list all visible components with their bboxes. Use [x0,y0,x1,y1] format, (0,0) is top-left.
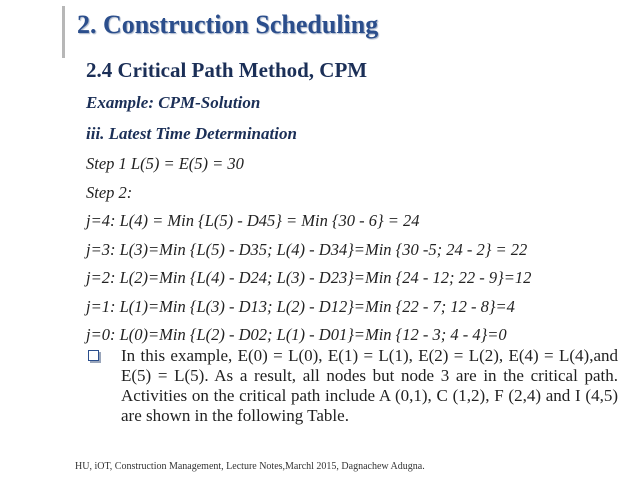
footer-citation: HU, iOT, Construction Management, Lecture Notes,Marchl 2015, Dagnachew Adugna. [75,461,425,472]
equation-line: j=3: L(3)=Min {L(5) - D35; L(4) - D34}=Min {30 -5; 24 - 2} = 22 [86,240,528,259]
paragraph-text: In this example, E(0) = L(0), E(1) = L(1), E(2) = L(2), E(4) = L(4),and E(5) = L(5). As a result, all nodes but node 3 are in the critical path. Activities on the critical path include A (0,1), C (1,2), F (2,4) and I (4,5) are shown in the following Table. [121,346,618,425]
summary-paragraph [86,346,618,426]
slide-title: 2. Construction Scheduling [77,10,379,39]
equation-line: j=4: L(4) = Min {L(5) - D45} = Min {30 - 6} = 24 [86,211,420,230]
equation-line: j=0: L(0)=Min {L(2) - D02; L(1) - D01}=Min {12 - 3; 4 - 4}=0 [86,325,507,344]
section-heading: iii. Latest Time Determination [86,124,297,143]
title-accent-bar [62,6,65,58]
equation-line: j=1: L(1)=Min {L(3) - D13; L(2) - D12}=Min {22 - 7; 12 - 8}=4 [86,297,515,316]
equation-line: j=2: L(2)=Min {L(4) - D24; L(3) - D23}=Min {24 - 12; 22 - 9}=12 [86,268,532,287]
step-line: Step 2: [86,183,133,202]
example-heading: Example: CPM-Solution [86,93,261,112]
slide-subtitle: 2.4 Critical Path Method, CPM [86,58,368,82]
step-line: Step 1 L(5) = E(5) = 30 [86,154,244,173]
square-bullet-icon [86,348,100,362]
